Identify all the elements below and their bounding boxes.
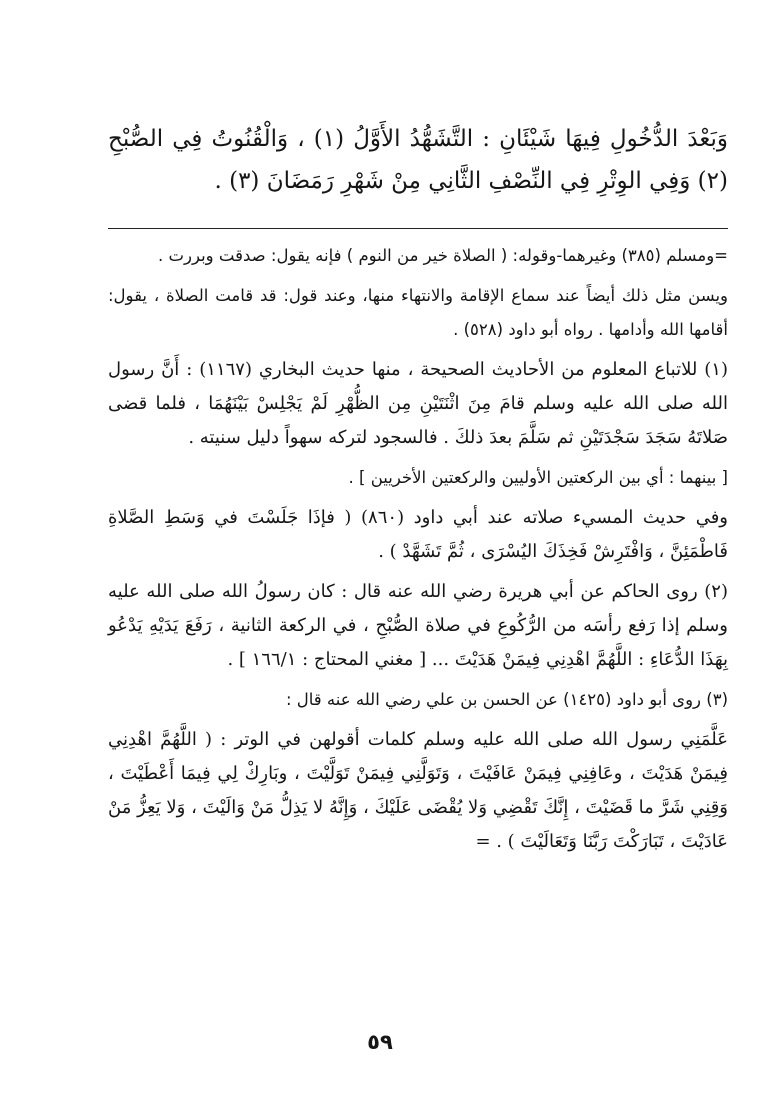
footnote-continuation: =ومسلم (٣٨٥) وغيرهما-وقوله: ( الصلاة خير من النوم ) فإنه يقول: صدقت وبررت . bbox=[158, 246, 728, 265]
book-page bbox=[108, 118, 728, 865]
main-text: وَبَعْدَ الدُّخُولِ فِيهَا شَيْئَانِ : التَّشَهُّدُ الأَوَّلُ (١) ، وَالْقُنُوتُ فِي الصُّبْحِ (٢) وَفِي الوِتْرِ فِي النِّصْفِ الثَّانِي مِنْ شَهْرِ رَمَضَانَ (٣) . bbox=[108, 126, 728, 194]
footnote-3-intro: (٣) روى أبو داود (١٤٢٥) عن الحسن بن علي رضي الله عنه قال : bbox=[285, 690, 728, 709]
footnote-2: (٢) روى الحاكم عن أبي هريرة رضي الله عنه قال : كان رسولُ الله صلى الله عليه وسلم إذا رَفع رأسَه من الرُّكُوعِ في صلاة الصُّبْحِ ، في الركعة الثانية ، رَفَعَ يَدَيْهِ يَدْعُو بِهَذَا الدُّعَاءِ : اللَّهُمَّ اهْدِنِي فِيمَنْ هَدَيْتَ ... [ مغني المحتاج : ١٦٦/١ ] . bbox=[108, 581, 728, 670]
footnote-3-hadith: عَلَّمَنِي رسول الله صلى الله عليه وسلم كلمات أقولهن في الوتر : ( اللَّهُمَّ اهْدِنِي فِيمَنْ هَدَيْتَ ، وعَافِنِي فِيمَنْ عَافَيْتَ ، وَتَوَلَّنِي فِيمَنْ تَوَلَّيْتَ ، وبَارِكْ لِي فِيمَا أَعْطَيْتَ ، وَقِنِي شَرَّ ما قَضَيْتَ ، إِنَّكَ تَقْضِي وَلا يُقْضَى عَلَيْكَ ، وَإِنَّهُ لا يَذِلُّ مَنْ وَالَيْتَ ، وَلا يَعِزُّ مَنْ عَادَيْتَ ، تَبَارَكْتَ رَبَّنَا وَتَعَالَيْتَ ) . = bbox=[108, 729, 728, 852]
footnote-separator bbox=[108, 228, 728, 229]
footnotes bbox=[108, 239, 728, 859]
footnote-1: (١) للاتباع المعلوم من الأحاديث الصحيحة ، منها حديث البخاري (١١٦٧) : أَنَّ رسول الله صلى الله عليه وسلم قامَ مِنَ اثْنَتَيْنِ مِن الظُّهْرِ لَمْ يَجْلِسْ بَيْنَهُمَا ، فلما قضى صَلاتَهُ سَجَدَ سَجْدَتَيْنِ ثم سَلَّمَ بعدَ ذلكَ . فالسجود لتركه سهواً دليل سنيته . bbox=[108, 359, 728, 448]
footnote-1-bracket: [ بينهما : أي بين الركعتين الأوليين والركعتين الأخريين ] . bbox=[348, 468, 728, 487]
footnote-iqama: ويسن مثل ذلك أيضاً عند سماع الإقامة والانتهاء منها، وعند قول: قد قامت الصلاة ، يقول: أقامها الله وأدامها . رواه أبو داود (٥٢٨) . bbox=[108, 286, 728, 339]
footnote-1-hadith: وفي حديث المسيء صلاته عند أبي داود (٨٦٠) ( فإذَا جَلَسْتَ في وَسَطِ الصَّلاةِ فَاطْمَئِنَّ ، وَافْتَرِشْ فَخِذَكَ اليُسْرَى ، ثُمَّ تَشَهَّدْ ) . bbox=[108, 507, 728, 562]
page-number: ٥٩ bbox=[367, 1030, 393, 1054]
